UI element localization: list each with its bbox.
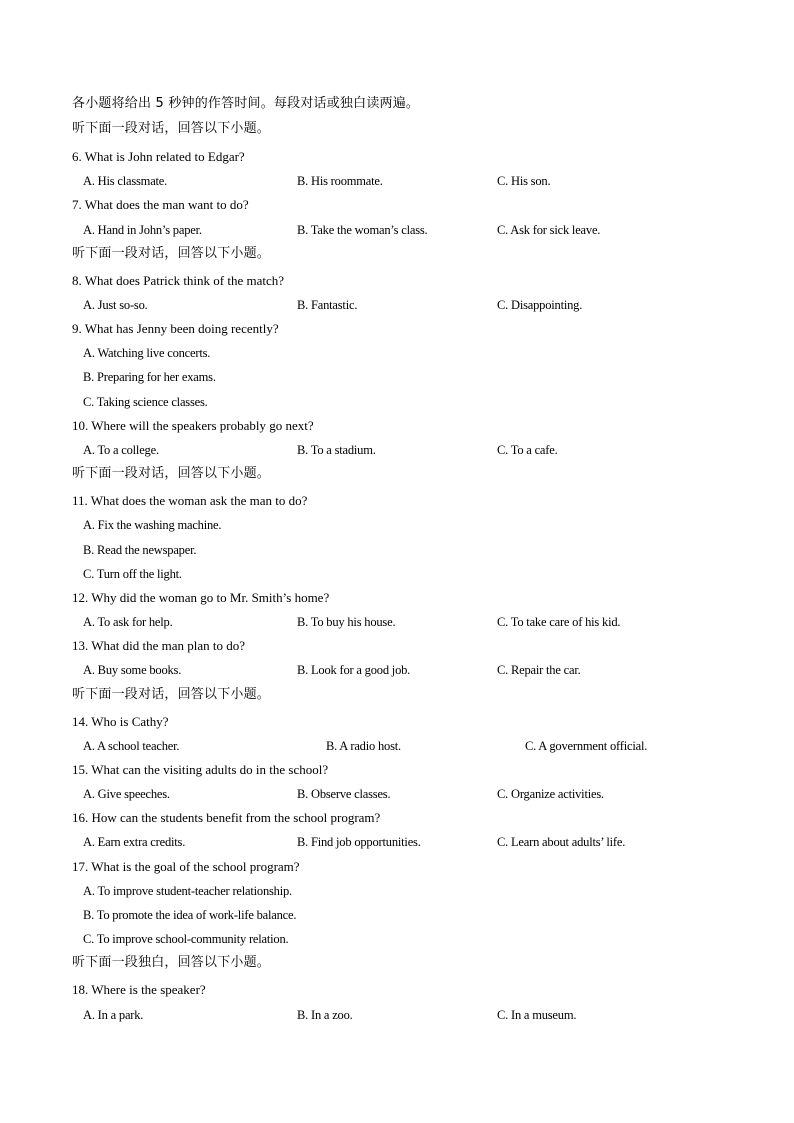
option-11a[interactable]: A. Fix the washing machine. [83,518,222,532]
option-10a[interactable]: A. To a college. [83,443,159,457]
question-12: 12. Why did the woman go to Mr. Smith’s home? [72,590,330,605]
option-8b[interactable]: B. Fantastic. [297,298,358,312]
option-7a[interactable]: A. Hand in John’s paper. [83,223,202,237]
option-16c[interactable]: C. Learn about adults’ life. [497,835,626,849]
option-9c[interactable]: C. Taking science classes. [83,395,208,409]
question-8: 8. What does Patrick think of the match? [72,273,285,288]
option-9a[interactable]: A. Watching live concerts. [83,346,211,360]
option-15a[interactable]: A. Give speeches. [83,787,170,801]
option-13c[interactable]: C. Repair the car. [497,663,581,677]
option-14c[interactable]: C. A government official. [525,739,648,753]
option-17a[interactable]: A. To improve student-teacher relationship. [83,884,292,898]
question-6: 6. What is John related to Edgar? [72,149,245,164]
question-15: 15. What can the visiting adults do in the school? [72,762,329,777]
option-11c[interactable]: C. Turn off the light. [83,567,182,581]
option-16a[interactable]: A. Earn extra credits. [83,835,186,849]
question-9: 9. What has Jenny been doing recently? [72,321,279,336]
option-9b[interactable]: B. Preparing for her exams. [83,370,216,384]
option-13b[interactable]: B. Look for a good job. [297,663,411,677]
option-14b[interactable]: B. A radio host. [326,739,401,753]
option-6c[interactable]: C. His son. [497,174,551,188]
option-15b[interactable]: B. Observe classes. [297,787,391,801]
question-14: 14. Who is Cathy? [72,714,169,729]
option-8a[interactable]: A. Just so-so. [83,298,148,312]
question-11: 11. What does the woman ask the man to do? [72,493,308,508]
option-16b[interactable]: B. Find job opportunities. [297,835,421,849]
option-14a[interactable]: A. A school teacher. [83,739,180,753]
section-intro: 各小题将给出 5 秒钟的作答时间。每段对话或独白读两遍。 [72,96,420,111]
monologue-instruction: 听下面一段独白，回答以下小题。 [72,955,271,970]
option-7b[interactable]: B. Take the woman’s class. [297,223,428,237]
question-7: 7. What does the man want to do? [72,197,249,212]
option-18c[interactable]: C. In a museum. [497,1008,577,1022]
dialogue-instruction: 听下面一段对话，回答以下小题。 [72,246,271,261]
option-12b[interactable]: B. To buy his house. [297,615,396,629]
dialogue-instruction: 听下面一段对话，回答以下小题。 [72,687,271,702]
option-15c[interactable]: C. Organize activities. [497,787,604,801]
option-17c[interactable]: C. To improve school-community relation. [83,932,289,946]
option-7c[interactable]: C. Ask for sick leave. [497,223,601,237]
option-10c[interactable]: C. To a cafe. [497,443,558,457]
question-10: 10. Where will the speakers probably go next? [72,418,314,433]
option-6a[interactable]: A. His classmate. [83,174,168,188]
option-17b[interactable]: B. To promote the idea of work-life balance. [83,908,297,922]
question-13: 13. What did the man plan to do? [72,638,246,653]
option-12c[interactable]: C. To take care of his kid. [497,615,621,629]
dialogue-instruction: 听下面一段对话，回答以下小题。 [72,466,271,481]
option-18b[interactable]: B. In a zoo. [297,1008,353,1022]
question-16: 16. How can the students benefit from the school program? [72,810,381,825]
option-13a[interactable]: A. Buy some books. [83,663,182,677]
option-12a[interactable]: A. To ask for help. [83,615,173,629]
dialogue-instruction: 听下面一段对话，回答以下小题。 [72,121,271,136]
option-6b[interactable]: B. His roommate. [297,174,383,188]
option-8c[interactable]: C. Disappointing. [497,298,583,312]
question-17: 17. What is the goal of the school program? [72,859,300,874]
question-18: 18. Where is the speaker? [72,982,206,997]
option-11b[interactable]: B. Read the newspaper. [83,543,197,557]
option-10b[interactable]: B. To a stadium. [297,443,376,457]
option-18a[interactable]: A. In a park. [83,1008,144,1022]
